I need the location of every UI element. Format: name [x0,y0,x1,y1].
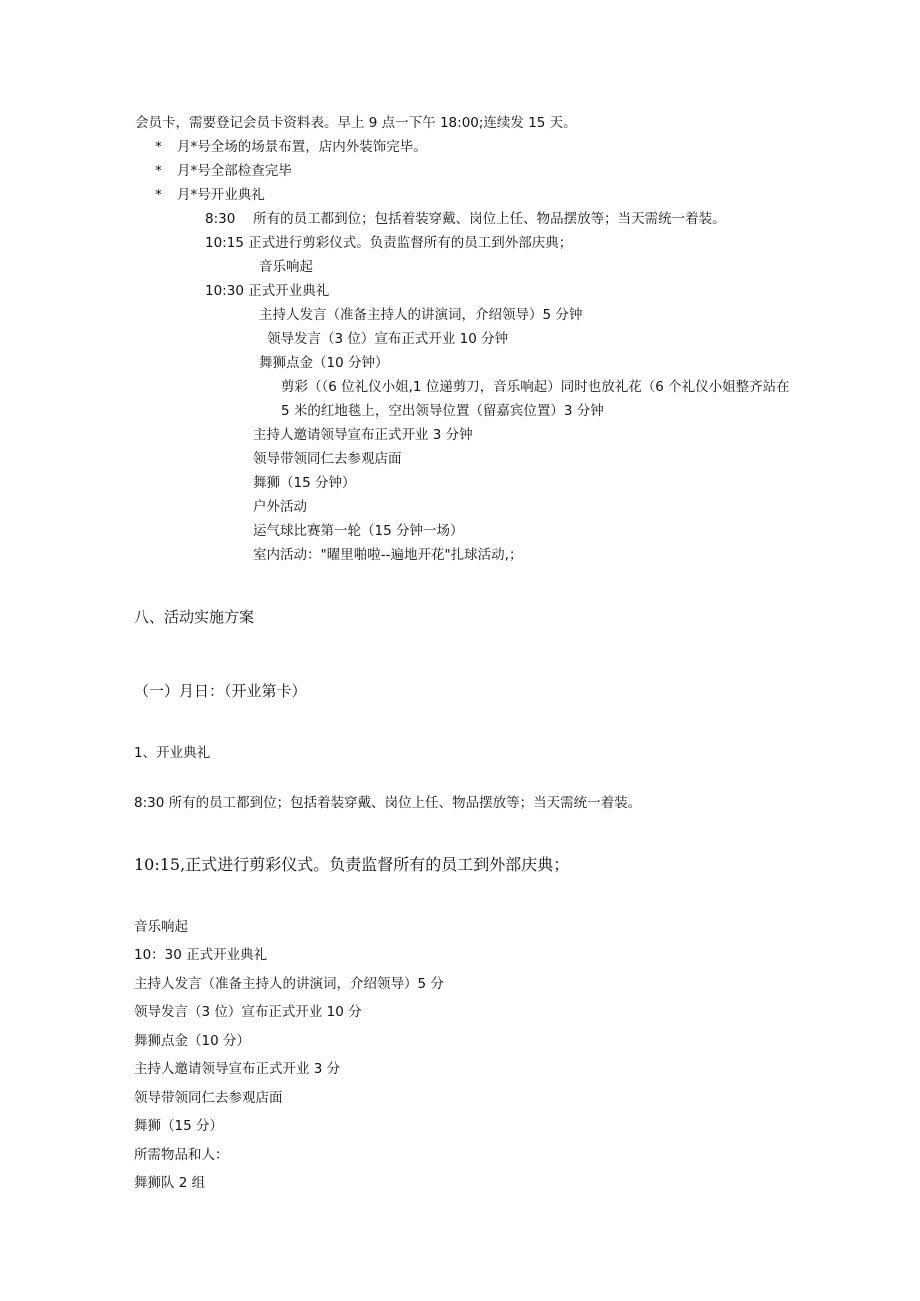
list-item: 音乐响起 [134,919,188,935]
schedule-line: 主持人邀请领导宣布正式开业 3 分钟 [253,427,473,443]
sub-heading: （一）月日：（开业第卡） [134,682,307,700]
schedule-line: 舞狮（15 分钟） [253,475,356,491]
schedule-line: 主持人发言（准备主持人的讲演词，介绍领导）5 分钟 [259,307,583,323]
schedule-line: 8:30 所有的员工都到位；包括着装穿戴、岗位上任、物品摆放等；当天需统一着装。 [205,211,726,227]
schedule-line: 10:15 正式进行剪彩仪式。负责监督所有的员工到外部庆典； [205,235,573,251]
bullet-text: 月*号开业典礼 [177,187,265,203]
schedule-line: 舞狮点金（10 分钟） [259,355,389,371]
schedule-line: 领导发言（3 位）宣布正式开业 10 分钟 [267,331,509,347]
section-heading: 八、活动实施方案 [134,608,255,626]
schedule-line: 室内活动："曜里啪啦--遍地开花"扎球活动,； [253,547,523,563]
schedule-line: 音乐响起 [259,259,313,275]
bullet-item [155,162,292,180]
bullet-item [155,186,265,204]
item-title: 1、开业典礼 [134,745,211,761]
schedule-line: 10:30 正式开业典礼 [205,283,330,299]
list-item: 主持人邀请领导宣布正式开业 3 分 [134,1061,341,1077]
list-item: 领导发言（3 位）宣布正式开业 10 分 [134,1004,362,1020]
schedule-line: 领导带领同仁去参观店面 [253,451,402,467]
list-item: 舞狮点金（10 分） [134,1033,250,1049]
bullet-item [155,138,427,156]
bullet-marker: * [155,187,162,203]
bullet-text: 月*号全场的场景布置，店内外装饰完毕。 [177,139,427,155]
bullet-marker: * [155,139,162,155]
list-item: 领导带领同仁去参观店面 [134,1090,283,1106]
schedule-line: 剪彩（（6 位礼仪小姐,1 位递剪刀，音乐响起）同时也放礼花（6 个礼仪小姐整齐站在 [281,379,790,395]
time-line-1015: 10:15,正式进行剪彩仪式。负责监督所有的员工到外部庆典； [134,855,570,874]
bullet-text: 月*号全部检查完毕 [177,163,292,179]
list-item: 舞狮（15 分） [134,1118,223,1134]
intro-line: 会员卡，需要登记会员卡资料表。早上 9 点一下午 18:00;连续发 15 天。 [135,115,577,131]
time-line-830: 8:30 所有的员工都到位；包括着装穿戴、岗位上任、物品摆放等；当天需统一着装。 [134,795,642,811]
list-item: 主持人发言（准备主持人的讲演词，介绍领导）5 分 [134,976,444,992]
bullet-marker: * [155,163,162,179]
list-item: 舞狮队 2 组 [134,1175,206,1191]
schedule-line: 5 米的红地毯上，空出领导位置（留嘉宾位置）3 分钟 [281,403,604,419]
list-item: 10：30 正式开业典礼 [134,947,268,963]
schedule-line: 运气球比赛第一轮（15 分钟一场） [253,523,464,539]
list-item: 所需物品和人： [134,1147,229,1163]
schedule-line: 户外活动 [253,499,307,515]
